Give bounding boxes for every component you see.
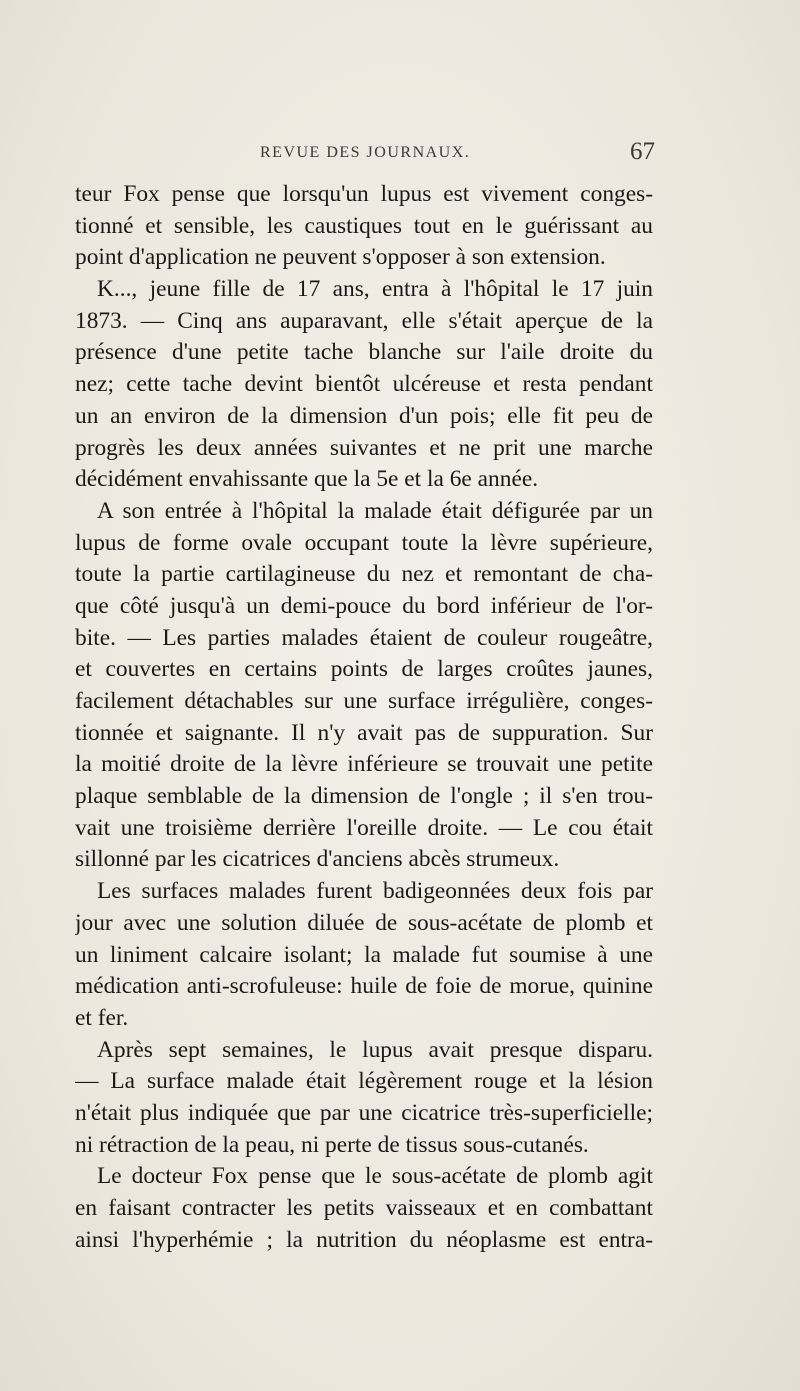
text-line: K..., jeune fille de 17 ans, entra à l'hôpital le 17 juin (97, 276, 653, 303)
text-line: que côté jusqu'à un demi-pouce du bord inférieur de l'or- (75, 592, 653, 619)
text-line: vait une troisième derrière l'oreille droite. — Le cou était (75, 814, 653, 841)
text-line: et fer. (75, 1004, 129, 1031)
body-text (75, 179, 653, 1256)
text-line: présence d'une petite tache blanche sur l'aile droite du (75, 339, 653, 366)
text-line: A son entrée à l'hôpital la malade était défigurée par un (97, 497, 653, 524)
text-line: la moitié droite de la lèvre inférieure se trouvait une petite (75, 751, 653, 778)
text-line: Le docteur Fox pense que le sous-acétate de plomb agit (97, 1163, 653, 1190)
text-line: toute la partie cartilagineuse du nez et remontant de cha- (75, 561, 653, 588)
text-line: ainsi l'hyperhémie ; la nutrition du néoplasme est entra- (75, 1226, 653, 1253)
text-line: décidément envahissante que la 5e et la 6e année. (75, 466, 539, 493)
text-line: ni rétraction de la peau, ni perte de tissus sous-cutanés. (75, 1131, 589, 1158)
text-line: un an environ de la dimension d'un pois; elle fit peu de (75, 402, 653, 429)
text-line: médication anti-scrofuleuse: huile de foie de morue, quinine (75, 973, 653, 1000)
text-line: nez; cette tache devint bientôt ulcéreuse et resta pendant (75, 371, 653, 398)
text-line: Après sept semaines, le lupus avait presque disparu. (97, 1036, 653, 1063)
text-line: en faisant contracter les petits vaisseaux et en combattant (75, 1195, 653, 1221)
text-line: facilement détachables sur une surface irrégulière, conges- (75, 688, 653, 714)
text-line: lupus de forme ovale occupant toute la lèvre supérieure, (75, 529, 653, 556)
text-line: tionnée et saignante. Il n'y avait pas de suppuration. Sur (75, 719, 653, 746)
text-line: Les surfaces malades furent badigeonnées deux fois par (97, 878, 653, 905)
page-number: 67 (630, 138, 655, 165)
text-line: plaque semblable de la dimension de l'ongle ; il s'en trou- (75, 783, 653, 810)
text-line: progrès les deux années suivantes et ne prit une marche (75, 434, 653, 461)
text-line: et couvertes en certains points de larges croûtes jaunes, (75, 656, 653, 683)
text-line: point d'application ne peuvent s'opposer à son extension. (75, 244, 606, 271)
text-line: sillonné par les cicatrices d'anciens abcès strumeux. (75, 846, 560, 873)
text-line: — La surface malade était légèrement rouge et la lésion (75, 1068, 653, 1095)
text-line: bite. — Les parties malades étaient de couleur rougeâtre, (75, 624, 653, 651)
text-line: tionné et sensible, les caustiques tout en le guérissant au (75, 212, 653, 239)
text-line: un liniment calcaire isolant; la malade fut soumise à une (75, 941, 653, 968)
running-head: REVUE DES JOURNAUX. (260, 144, 471, 161)
text-line: jour avec une solution diluée de sous-acétate de plomb et (75, 909, 653, 936)
page-header (75, 138, 655, 168)
text-line: n'était plus indiquée que par une cicatrice très-superficielle; (75, 1099, 653, 1126)
text-line: teur Fox pense que lorsqu'un lupus est vivement conges- (75, 181, 653, 207)
text-line: 1873. — Cinq ans auparavant, elle s'était aperçue de la (75, 307, 653, 334)
